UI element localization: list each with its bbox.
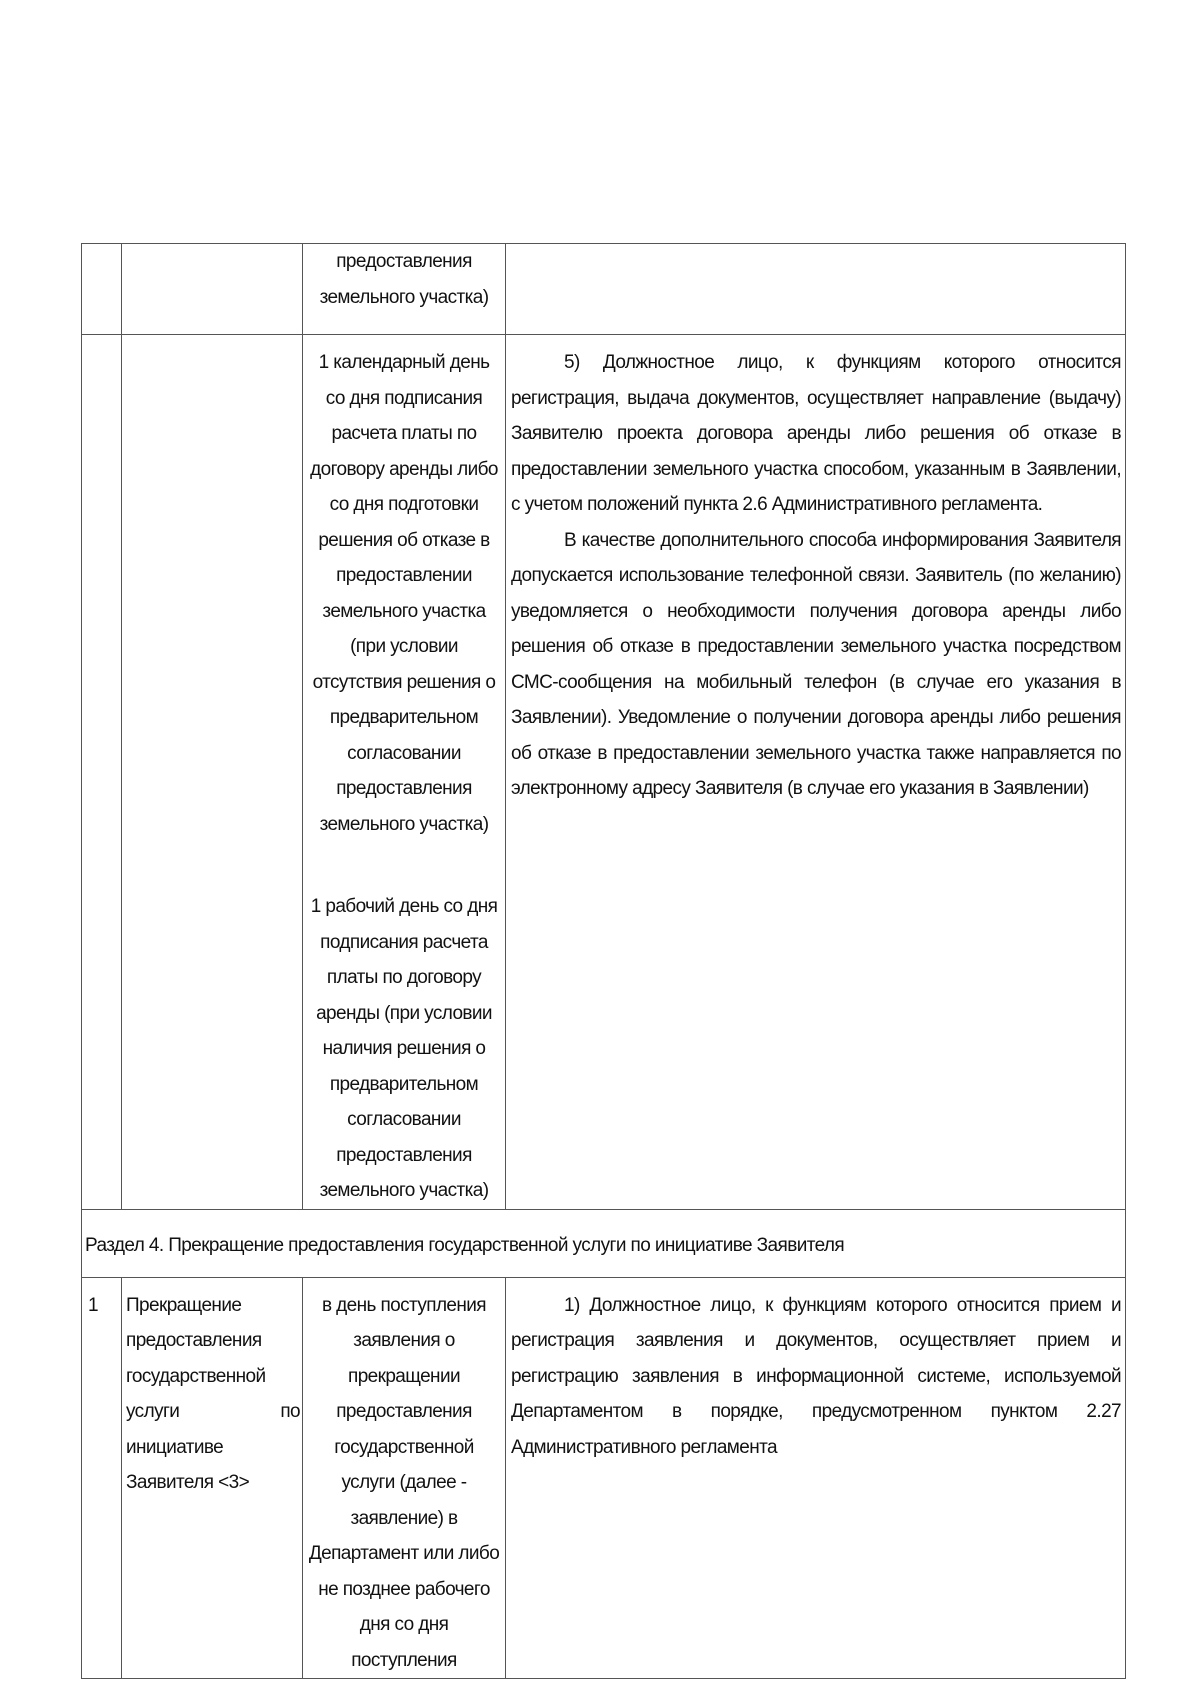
description-cell [506,335,1126,1210]
number-cell [82,244,122,335]
description-cell [506,1277,1126,1679]
procedure-table [81,243,1126,1679]
table-row [82,244,1126,335]
number-cell: 1 [82,1277,122,1679]
description-cell [506,244,1126,335]
table-row [82,335,1126,1210]
description-paragraph: В качестве дополнительного способа информирования Заявителя допускается использование телефонной связи. Заявитель (по желанию) уведомляется о необходимости получения договора аренды либо решения об отказе в предоставлении земельного участка посредством СМС-сообщения на мобильный телефон (в случае его указания в Заявлении). Уведомление о получении договора аренды либо решения об отказе в предоставлении земельного участка также направляется по электронному адресу Заявителя (в случае его указания в Заявлении) [511,529,1121,799]
table-row [82,1209,1126,1277]
term-cell [303,335,506,1210]
name-cell [122,335,303,1210]
name-cell: Прекращение предоставления государственной услуги по инициативе Заявителя <3> [122,1277,303,1679]
term-text: предоставления земельного участка) [319,251,489,308]
table-row [82,1277,1126,1679]
description-paragraph: 1) Должностное лицо, к функциям которого относится прием и регистрация заявления и документов, осуществляет прием и регистрацию заявления в информационной системе, используемой Департаментом в порядке, предусмотренном пунктом 2.27 Административного регламента [511,1294,1121,1458]
term-text: 1 рабочий день со дня подписания расчета платы по договору аренды (при условии наличия решения о предварительном согласовании предоставления земельного участка) [310,896,498,1201]
number-cell [82,335,122,1210]
term-cell [303,244,506,335]
term-text: в день поступления заявления о прекращении предоставления государственной услуги (далее - заявление) в Департамент или либо не позднее рабочего дня со дня поступления [308,1294,500,1671]
description-paragraph: 5) Должностное лицо, к функциям которого относится регистрация, выдача документов, осуществляет направление (выдачу) Заявителю проекта договора аренды либо решения об отказе в предоставлении земельного участка способом, указанным в Заявлении, с учетом положений пункта 2.6 Административного регламента. [511,352,1121,515]
name-cell [122,244,303,335]
term-cell [303,1277,506,1679]
section-heading: Раздел 4. Прекращение предоставления государственной услуги по инициативе Заявителя [82,1209,1126,1277]
term-text: 1 календарный день со дня подписания расчета платы по договору аренды либо со дня подготовки решения об отказе в предоставлении земельного участка (при условии отсутствия решения о предварительном согласовании предоставления земельного участка) [310,352,498,835]
